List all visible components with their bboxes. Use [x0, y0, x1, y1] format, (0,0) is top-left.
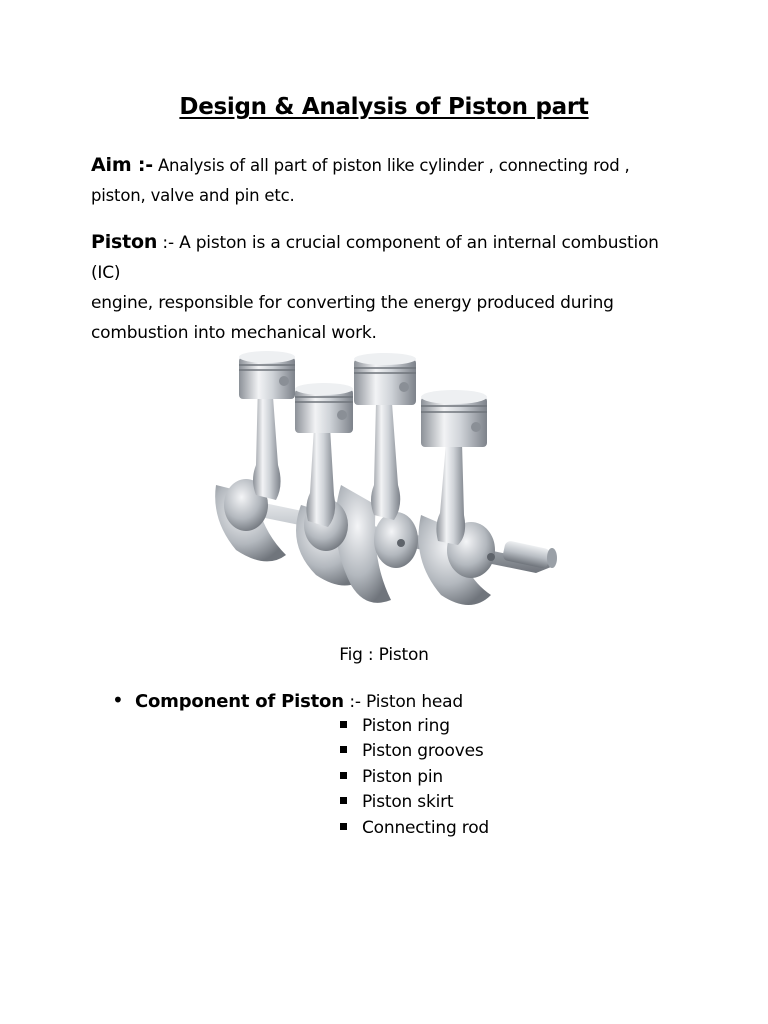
list-item: Piston pin	[338, 765, 489, 790]
figure-caption: Fig : Piston	[339, 645, 429, 665]
components-first-item: :- Piston head	[349, 692, 463, 712]
list-item: Connecting rod	[338, 816, 489, 841]
piston-text-line1: :- A piston is a crucial component of an internal combustion (IC)	[91, 233, 659, 283]
components-label: Component of Piston	[135, 691, 344, 712]
square-bullet-icon	[340, 823, 347, 830]
piston-definition-paragraph	[91, 227, 691, 348]
aim-text-line1: Analysis of all part of piston like cylinder , connecting rod ,	[152, 156, 630, 175]
piston-4	[421, 390, 487, 447]
aim-paragraph	[91, 150, 691, 211]
components-bullet	[112, 687, 463, 715]
square-bullet-icon	[340, 721, 347, 728]
list-item: Piston skirt	[338, 790, 489, 815]
piston-text-line3: combustion into mechanical work.	[91, 323, 377, 343]
piston-2	[295, 383, 353, 433]
piston-3	[354, 353, 416, 405]
piston-1	[239, 351, 295, 399]
piston-text-line2: engine, responsible for converting the energy produced during	[91, 293, 614, 313]
components-sublist	[338, 714, 489, 841]
piston-label: Piston	[91, 231, 158, 253]
page-title: Design & Analysis of Piston part	[179, 94, 589, 120]
list-item: Piston ring	[338, 714, 489, 739]
list-item: Piston grooves	[338, 739, 489, 764]
square-bullet-icon	[340, 772, 347, 779]
square-bullet-icon	[340, 746, 347, 753]
aim-text-line2: piston, valve and pin etc.	[91, 186, 295, 205]
bullet-dot: •	[112, 688, 124, 712]
aim-label: Aim :-	[91, 154, 153, 176]
square-bullet-icon	[340, 797, 347, 804]
piston-crankshaft-image	[206, 345, 562, 620]
